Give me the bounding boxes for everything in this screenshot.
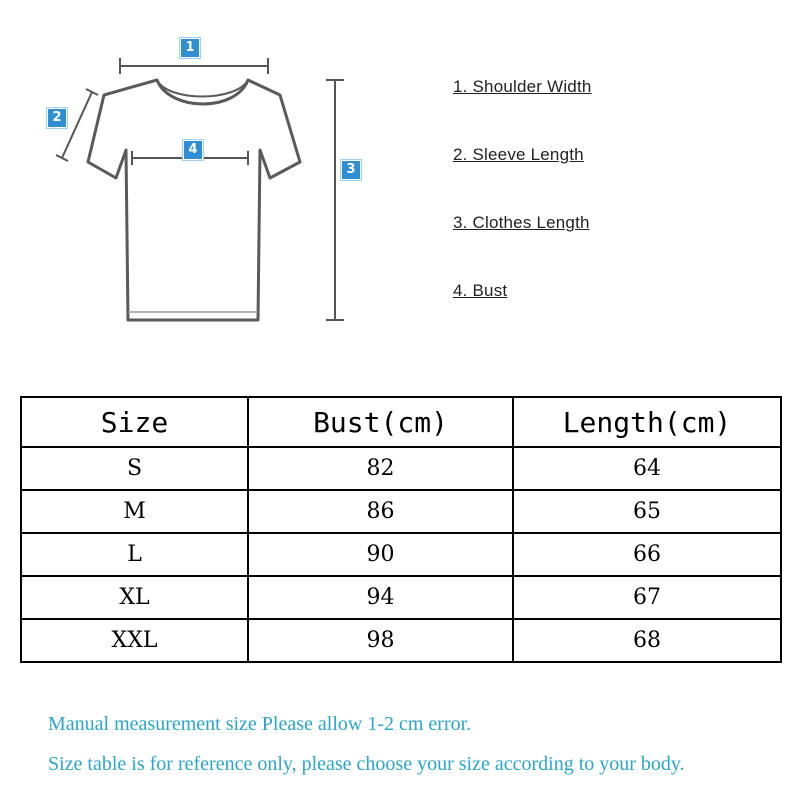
badge-3: 3 — [341, 160, 361, 180]
cell-length: 65 — [513, 490, 781, 533]
cell-length: 64 — [513, 447, 781, 490]
legend-shoulder-width: 1. Shoulder Width — [453, 77, 592, 96]
cell-length: 66 — [513, 533, 781, 576]
cell-size: XL — [21, 576, 248, 619]
note-measurement-error: Manual measurement size Please allow 1-2 cm error. — [48, 713, 472, 735]
cell-bust: 82 — [248, 447, 513, 490]
cell-size: L — [21, 533, 248, 576]
legend-clothes-length: 3. Clothes Length — [453, 213, 590, 232]
table-row — [21, 576, 781, 619]
cell-size: M — [21, 490, 248, 533]
table-header-row — [21, 397, 781, 447]
cell-size: XXL — [21, 619, 248, 662]
cell-bust: 90 — [248, 533, 513, 576]
table-row — [21, 533, 781, 576]
cell-size: S — [21, 447, 248, 490]
badge-2: 2 — [47, 108, 67, 128]
header-size: Size — [21, 397, 248, 447]
measurement-diagram — [0, 0, 800, 360]
cell-bust: 94 — [248, 576, 513, 619]
badge-4: 4 — [183, 140, 203, 160]
header-bust: Bust(cm) — [248, 397, 513, 447]
header-length: Length(cm) — [513, 397, 781, 447]
badge-1: 1 — [180, 38, 200, 58]
cell-bust: 86 — [248, 490, 513, 533]
legend-sleeve-length: 2. Sleeve Length — [453, 145, 584, 164]
cell-bust: 98 — [248, 619, 513, 662]
cell-length: 67 — [513, 576, 781, 619]
table-row — [21, 619, 781, 662]
legend-bust: 4. Bust — [453, 281, 508, 300]
size-table — [20, 396, 782, 663]
tshirt-illustration — [0, 0, 800, 360]
table-row — [21, 490, 781, 533]
cell-length: 68 — [513, 619, 781, 662]
tshirt-outline — [88, 80, 300, 320]
note-reference-only: Size table is for reference only, please choose your size according to your body. — [48, 753, 685, 775]
table-row — [21, 447, 781, 490]
